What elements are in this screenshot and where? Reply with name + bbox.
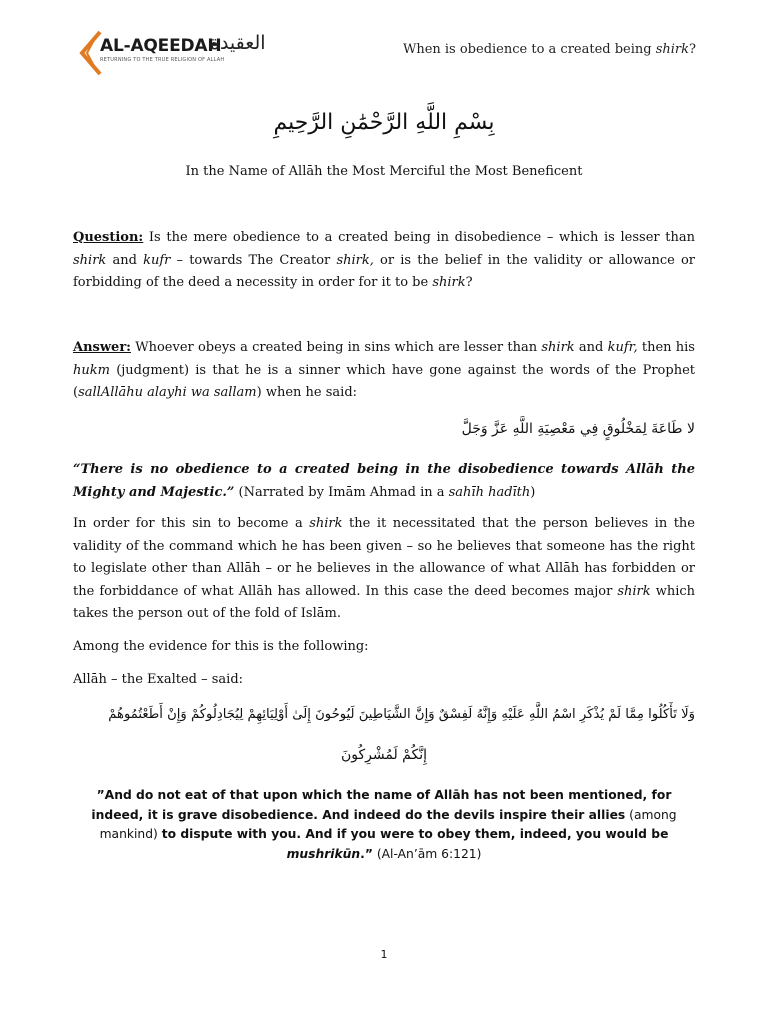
a-italic-4: sallAllāhu alayhi wa sallam bbox=[78, 385, 257, 401]
hadith-text-2: ) bbox=[530, 484, 536, 500]
q-italic-2: kufr bbox=[143, 252, 171, 268]
header-title-end: ? bbox=[689, 42, 696, 57]
header-title bbox=[403, 42, 696, 57]
hadith-translation bbox=[73, 459, 695, 504]
a-text-1: Whoever obeys a created being in sins which are lesser than bbox=[130, 340, 542, 355]
exp-text-2: the it necessitated that the person believes in the validity of the command which he has been given – so he believes that someone has the right to legislate other than Allāh – or he believes in the allowance of what Allāh has forbidden or the forbiddance of what Allāh has allowed. In this case the deed becomes major bbox=[73, 516, 695, 599]
basmala: بِسْمِ اللَّهِ الرَّحْمَٰنِ الرَّحِيمِ bbox=[273, 110, 495, 135]
logo-name: AL-AQEEDAH bbox=[100, 36, 222, 56]
header-title-italic: shirk bbox=[655, 42, 690, 57]
a-text-3: then his bbox=[637, 340, 695, 355]
logo-bracket-icon bbox=[78, 30, 102, 76]
verse-bold-3: .” bbox=[360, 846, 373, 861]
verse-bold-2: to dispute with you. And if you were to obey them, indeed, you would be bbox=[161, 827, 669, 841]
exp-text-1: In order for this sin to become a bbox=[73, 516, 310, 531]
logo-arabic: العقيدة bbox=[210, 32, 266, 54]
header-title-text: When is obedience to a created being bbox=[402, 42, 656, 57]
q-italic-4: shirk bbox=[432, 275, 466, 291]
hadith-italic-1: sahīh hadīth bbox=[448, 484, 531, 500]
question-paragraph bbox=[73, 227, 695, 295]
exp-italic-1: shirk bbox=[309, 516, 343, 531]
hadith-arabic: لا طَاعَةَ لِمَخْلُوقٍ فِي مَعْصِيَةِ اللَّهِ عَزَّ وَجَلَّ bbox=[461, 421, 695, 437]
q-italic-1: shirk bbox=[73, 252, 107, 268]
question-label: Question: bbox=[73, 230, 144, 245]
q-text-5: ? bbox=[465, 275, 473, 291]
answer-paragraph bbox=[73, 337, 695, 405]
allah-said: Allāh – the Exalted – said: bbox=[73, 672, 244, 687]
q-text-1: Is the mere obedience to a created being in disobedience – which is lesser than bbox=[143, 230, 695, 245]
verse-arabic-line-1: وَلَا تَأْكُلُوا مِمَّا لَمْ يُذْكَرِ اسْمُ اللَّهِ عَلَيْهِ وَإِنَّهُ لَفِسْقٌ وَإِنَّ الشَّيَاطِينَ لَيُوحُونَ إِلَىٰ أَوْلِيَائِهِمْ لِيُجَادِلُوكُمْ وَإِنْ أَطَعْتُمُوهُمْ bbox=[108, 707, 695, 722]
a-italic-1: shirk bbox=[541, 340, 575, 355]
answer-label: Answer: bbox=[73, 340, 131, 355]
verse-translation bbox=[73, 786, 695, 864]
subtitle: In the Name of Allāh the Most Merciful the Most Beneficent bbox=[185, 164, 583, 179]
q-text-3: – towards The Creator bbox=[170, 252, 337, 268]
verse-reference: (Al-An’ām 6:121) bbox=[372, 846, 482, 861]
explanation-paragraph bbox=[73, 513, 695, 626]
verse-bold-1: ”And do not eat of that upon which the name of Allāh has not been mentioned, for indeed, it is grave disobedience. And indeed do the devils inspire their allies bbox=[91, 788, 672, 822]
verse-normal-1: (among mankind) bbox=[99, 807, 677, 841]
exp-italic-2: shirk bbox=[617, 583, 651, 599]
q-text-4: or is the belief in the validity or allowance or forbidding of the deed a necessity in order for it to be bbox=[73, 252, 696, 291]
q-italic-3: shirk, bbox=[336, 252, 374, 268]
a-italic-3: hukm bbox=[73, 362, 110, 378]
a-text-5: ) when he said: bbox=[256, 385, 358, 401]
a-italic-2: kufr, bbox=[607, 340, 638, 355]
hadith-text-1: (Narrated by Imām Ahmad in a bbox=[234, 484, 449, 500]
a-text-2: and bbox=[574, 340, 608, 355]
page-number: 1 bbox=[380, 948, 388, 961]
logo-tagline: RETURNING TO THE TRUE RELIGION OF ALLAH bbox=[100, 57, 225, 63]
q-text-2: and bbox=[106, 252, 144, 268]
verse-bold-italic: mushrikūn bbox=[286, 846, 361, 861]
verse-arabic-line-2: إِنَّكُمْ لَمُشْرِكُونَ bbox=[340, 747, 428, 763]
logo bbox=[78, 30, 268, 76]
evidence-intro: Among the evidence for this is the following: bbox=[73, 639, 369, 654]
hadith-quote: “There is no obedience to a created being in the disobedience towards Allāh the Mighty and Majestic.” bbox=[73, 462, 695, 500]
a-text-4: (judgment) is that he is a sinner which have gone against the words of the Prophet ( bbox=[73, 362, 695, 401]
exp-text-3: which takes the person out of the fold of Islām. bbox=[73, 583, 696, 622]
